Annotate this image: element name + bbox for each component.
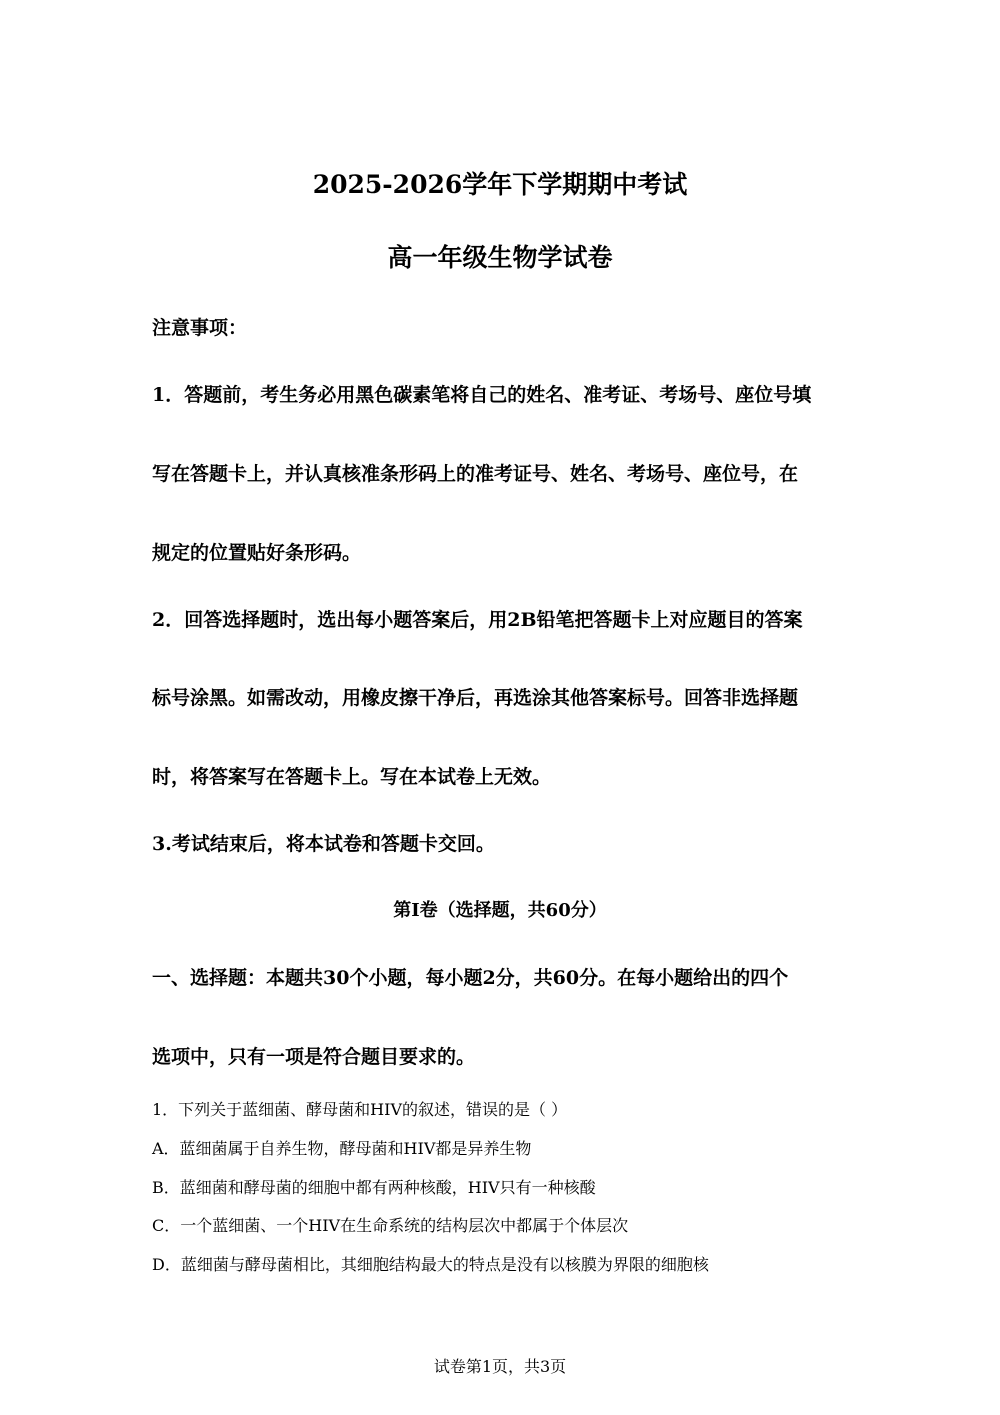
notice-line: 2．回答选择题时，选出每小题答案后，用2B铅笔把答题卡上对应题目的答案 [152, 609, 803, 631]
exam-subtitle: 高一年级生物学试卷 [387, 243, 613, 272]
notice-line: 规定的位置贴好条形码。 [152, 542, 362, 564]
page-footer: 试卷第1页，共3页 [433, 1357, 567, 1376]
question-option-d: D．蓝细菌与酵母菌相比，其细胞结构最大的特点是没有以核膜为界限的细胞核 [152, 1255, 709, 1274]
question-stem: 1．下列关于蓝细菌、酵母菌和HIV的叙述，错误的是（ ） [152, 1100, 568, 1119]
question-option-a: A．蓝细菌属于自养生物，酵母菌和HIV都是异养生物 [152, 1139, 532, 1158]
notice-line: 3.考试结束后，将本试卷和答题卡交回。 [152, 833, 495, 855]
section-instructions: 选项中，只有一项是符合题目要求的。 [152, 1046, 476, 1068]
notice-heading: 注意事项： [152, 317, 248, 339]
notice-line: 时，将答案写在答题卡上。写在本试卷上无效。 [152, 766, 552, 788]
section-title: 第I卷（选择题，共60分） [393, 900, 607, 921]
section-instructions: 一、选择题：本题共30个小题，每小题2分，共60分。在每小题给出的四个 [152, 967, 789, 989]
question-option-c: C．一个蓝细菌、一个HIV在生命系统的结构层次中都属于个体层次 [152, 1216, 629, 1235]
notice-line: 1．答题前，考生务必用黑色碳素笔将自己的姓名、准考证、考场号、座位号填 [152, 384, 812, 406]
notice-line: 标号涂黑。如需改动，用橡皮擦干净后，再选涂其他答案标号。回答非选择题 [152, 687, 799, 709]
question-option-b: B．蓝细菌和酵母菌的细胞中都有两种核酸，HIV只有一种核酸 [152, 1178, 596, 1197]
notice-line: 写在答题卡上，并认真核准条形码上的准考证号、姓名、考场号、座位号，在 [152, 463, 799, 485]
exam-title: 2025-2026学年下学期期中考试 [312, 170, 688, 199]
